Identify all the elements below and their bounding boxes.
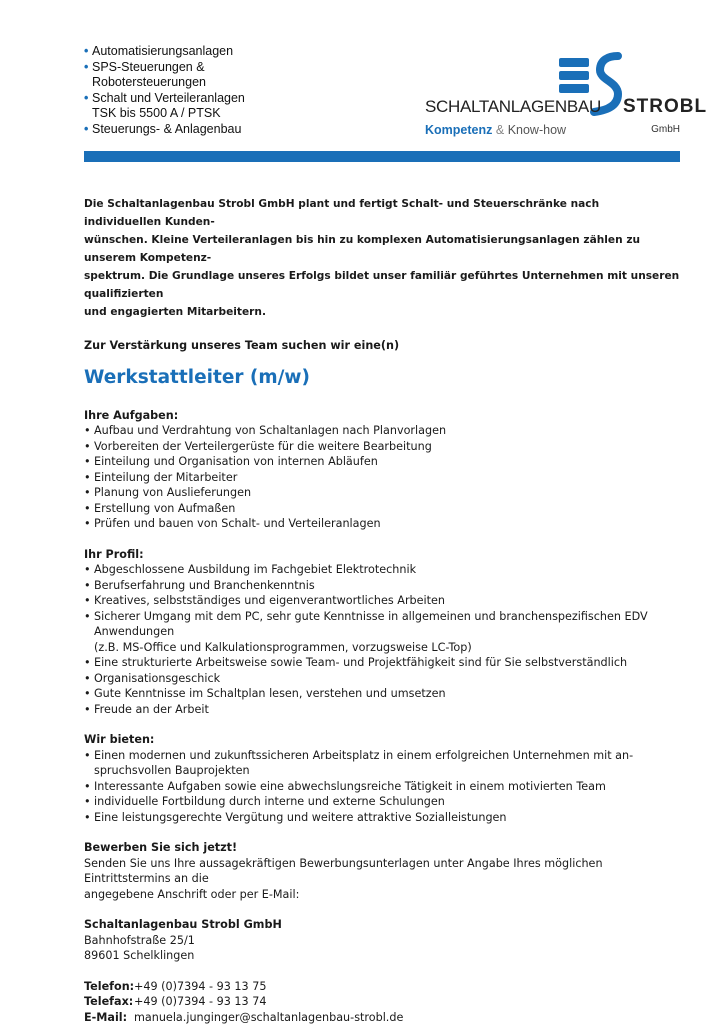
apply-title: Bewerben Sie sich jetzt! — [84, 840, 680, 856]
fax-label: Telefax: — [84, 994, 134, 1010]
offer-list — [84, 748, 680, 826]
offer-title: Wir bieten: — [84, 732, 680, 748]
list-item: • Abgeschlossene Ausbildung im Fachgebiet Elektrotechnik — [84, 562, 680, 578]
logo-brand-strobl: STROBL — [623, 96, 707, 118]
contact-block — [84, 979, 680, 1025]
logo-brand-main: SCHALTANLAGENBAU — [425, 97, 601, 117]
list-item: • Kreatives, selbstständiges und eigenverantwortliches Arbeiten — [84, 593, 680, 609]
team-line: Zur Verstärkung unseres Team suchen wir eine(n) — [84, 338, 680, 354]
intro-text: Die Schaltanlagenbau Strobl GmbH plant und fertigt Schalt- und Steuerschränke nach individuellen Kunden- wünschen. Kleine Verteileranlagen bis hin zu komplexen Automatisierungsanlagen zählen zu unserem Kompetenz- spektrum. Die Grundlage unseres Erfolgs bildet unser familiär geführtes Unternehmen mit unseren qualifizierten und engagierten Mitarbeitern. — [84, 195, 680, 321]
list-item: • Freude an der Arbeit — [84, 702, 680, 718]
phone-label: Telefon: — [84, 979, 134, 995]
service-item: • Automatisierungsanlagen — [84, 44, 245, 60]
profile-title: Ihr Profil: — [84, 547, 680, 563]
email-link[interactable]: manuela.junginger@schaltanlagenbau-strobl.de — [134, 1010, 403, 1025]
address-street: Bahnhofstraße 25/1 — [84, 933, 680, 949]
list-item: • Vorbereiten der Verteilergerüste für die weitere Bearbeitung — [84, 439, 680, 455]
email-row — [84, 1010, 680, 1025]
offer-section — [84, 732, 680, 825]
logo-gmbh: GmbH — [651, 124, 680, 135]
list-item: • Interessante Aufgaben sowie eine abwechslungsreiche Tätigkeit in einem motivierten Team — [84, 779, 680, 795]
list-item: • Aufbau und Verdrahtung von Schaltanlagen nach Planvorlagen — [84, 423, 680, 439]
logo-bar-icon — [559, 71, 589, 80]
list-item: • Berufserfahrung und Branchenkenntnis — [84, 578, 680, 594]
services-list — [84, 44, 245, 137]
service-item: • Schalt und Verteileranlagen TSK bis 5500 A / PTSK — [84, 91, 245, 122]
list-item: • Eine strukturierte Arbeitsweise sowie Team- und Projektfähigkeit sind für Sie selbstverständlich — [84, 655, 680, 671]
address-block — [84, 917, 680, 964]
bullet-icon: • — [84, 122, 88, 138]
apply-text: Senden Sie uns Ihre aussagekräftigen Bewerbungsunterlagen unter Angabe Ihres möglichen Eintrittstermins an die angegebene Anschrift oder per E-Mail: — [84, 856, 680, 903]
list-item: • Prüfen und bauen von Schalt- und Verteileranlagen — [84, 516, 680, 532]
profile-list — [84, 562, 680, 717]
tasks-title: Ihre Aufgaben: — [84, 408, 680, 424]
header-divider — [84, 151, 680, 162]
phone-value: +49 (0)7394 - 93 13 75 — [134, 979, 266, 995]
bullet-icon: • — [84, 60, 88, 76]
page-title: Werkstattleiter (m/w) — [84, 366, 680, 390]
list-item: • Einteilung und Organisation von internen Abläufen — [84, 454, 680, 470]
company-logo — [420, 48, 682, 140]
bullet-icon: • — [84, 91, 88, 107]
list-item: • Erstellung von Aufmaßen — [84, 501, 680, 517]
list-item: • Sicherer Umgang mit dem PC, sehr gute Kenntnisse in allgemeinen und branchenspezifischen EDV Anwendungen (z.B. MS-Office und Kalkulationsprogrammen, vorzugsweise LC-Top) — [84, 609, 680, 656]
service-item: • Steuerungs- & Anlagenbau — [84, 122, 245, 138]
address-city: 89601 Schelklingen — [84, 948, 680, 964]
apply-section — [84, 840, 680, 902]
list-item: • individuelle Fortbildung durch interne und externe Schulungen — [84, 794, 680, 810]
fax-value: +49 (0)7394 - 93 13 74 — [134, 994, 266, 1010]
logo-bar-icon — [559, 58, 589, 67]
company-name: Schaltanlagenbau Strobl GmbH — [84, 917, 680, 933]
list-item: • Eine leistungsgerechte Vergütung und weitere attraktive Sozialleistungen — [84, 810, 680, 826]
fax-row — [84, 994, 680, 1010]
logo-tagline: Kompetenz & Know-how — [425, 123, 566, 137]
phone-row — [84, 979, 680, 995]
tasks-section — [84, 408, 680, 532]
list-item: • Gute Kenntnisse im Schaltplan lesen, verstehen und umsetzen — [84, 686, 680, 702]
service-item: • SPS-Steuerungen & Robotersteuerungen — [84, 60, 245, 91]
main-content — [84, 195, 680, 1025]
list-item: • Planung von Auslieferungen — [84, 485, 680, 501]
list-item: • Einteilung der Mitarbeiter — [84, 470, 680, 486]
logo-bar-icon — [559, 84, 589, 93]
list-item: • Organisationsgeschick — [84, 671, 680, 687]
tasks-list — [84, 423, 680, 532]
profile-section — [84, 547, 680, 718]
email-label: E-Mail: — [84, 1010, 134, 1025]
list-item: • Einen modernen und zukunftssicheren Arbeitsplatz in einem erfolgreichen Unternehmen mit an- spruchsvollen Bauprojekten — [84, 748, 680, 779]
bullet-icon: • — [84, 44, 88, 60]
